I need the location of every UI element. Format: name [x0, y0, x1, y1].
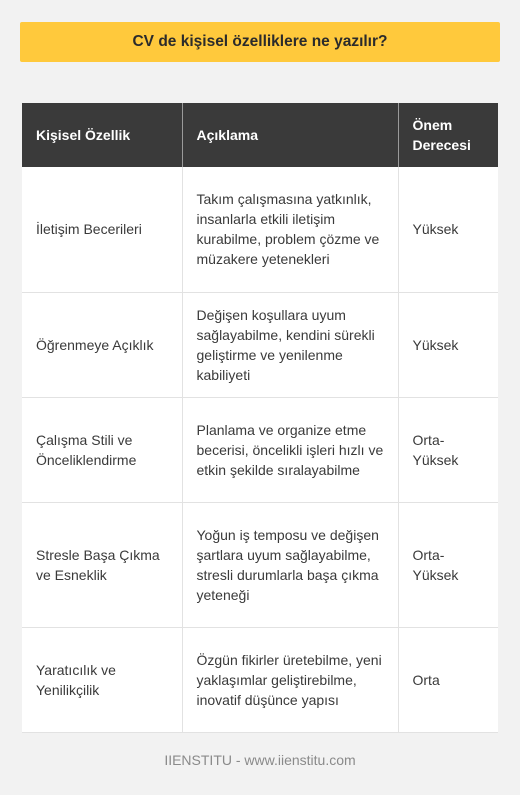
description-cell: Özgün fikirler üretebilme, yeni yaklaşımlar geliştirebilme, inovatif düşünce yapısı [182, 627, 398, 732]
importance-cell: Orta-Yüksek [398, 502, 498, 627]
footer-credit: IIENSTITU - www.iienstitu.com [164, 752, 356, 768]
trait-cell: Stresle Başa Çıkma ve Esneklik [22, 502, 182, 627]
importance-cell: Orta [398, 627, 498, 732]
description-cell: Takım çalışmasına yatkınlık, insanlarla etkili iletişim kurabilme, problem çözme ve müzakere yetenekleri [182, 167, 398, 292]
trait-cell: Çalışma Stili ve Önceliklendirme [22, 397, 182, 502]
table-row [22, 502, 498, 627]
column-header-importance: Önem Derecesi [398, 103, 498, 167]
importance-cell: Yüksek [398, 292, 498, 397]
description-cell: Yoğun iş temposu ve değişen şartlara uyum sağlayabilme, stresli durumlarla başa çıkma yeteneği [182, 502, 398, 627]
table-row [22, 627, 498, 732]
importance-cell: Orta-Yüksek [398, 397, 498, 502]
table-row [22, 397, 498, 502]
table-row [22, 167, 498, 292]
table-row [22, 292, 498, 397]
column-header-description: Açıklama [182, 103, 398, 167]
column-header-trait: Kişisel Özellik [22, 103, 182, 167]
trait-cell: Yaratıcılık ve Yenilikçilik [22, 627, 182, 732]
trait-cell: Öğrenmeye Açıklık [22, 292, 182, 397]
trait-cell: İletişim Becerileri [22, 167, 182, 292]
table-header-row [22, 103, 498, 167]
traits-table [22, 103, 498, 733]
description-cell: Planlama ve organize etme becerisi, öncelikli işleri hızlı ve etkin şekilde sıralayabilme [182, 397, 398, 502]
importance-cell: Yüksek [398, 167, 498, 292]
page-title: CV de kişisel özelliklere ne yazılır? [20, 22, 500, 62]
description-cell: Değişen koşullara uyum sağlayabilme, kendini sürekli geliştirme ve yenilenme kabiliyeti [182, 292, 398, 397]
